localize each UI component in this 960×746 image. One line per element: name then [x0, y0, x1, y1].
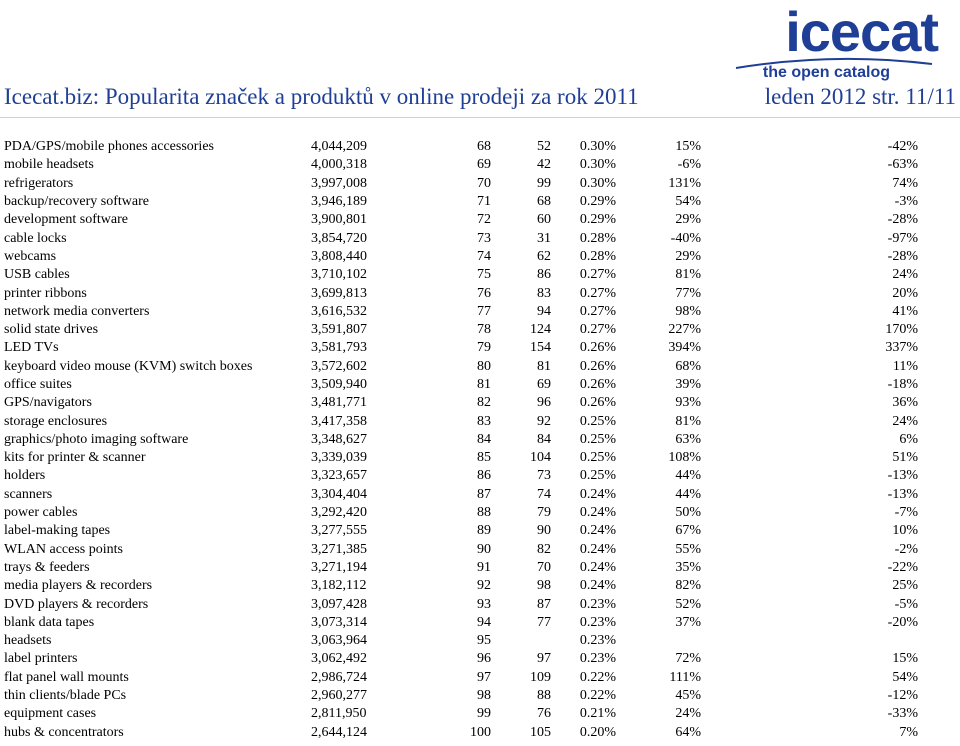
logo-wordmark: icecat — [785, 0, 938, 63]
relative-growth-value: -97% — [887, 230, 918, 246]
rank-value: 84 — [477, 431, 491, 447]
table-row — [4, 394, 918, 412]
table-row — [4, 705, 918, 723]
category-name: LED TVs — [4, 340, 59, 356]
sales-value: 3,509,940 — [311, 377, 367, 392]
growth-value: 67% — [675, 523, 701, 539]
growth-value: 77% — [675, 285, 701, 301]
sales-value: 3,348,627 — [311, 431, 367, 447]
rank-value: 80 — [477, 358, 491, 374]
category-name: cable locks — [4, 230, 67, 246]
category-name: trays & feeders — [4, 559, 90, 575]
relative-growth-value: 20% — [892, 285, 918, 301]
icecat-logo — [738, 0, 938, 84]
previous-rank-value: 124 — [530, 322, 551, 338]
relative-growth-value: -7% — [894, 505, 918, 521]
table-row — [4, 284, 918, 302]
relative-growth-value: -28% — [887, 248, 918, 264]
category-name: thin clients/blade PCs — [4, 688, 127, 704]
sales-value: 3,581,793 — [311, 340, 367, 356]
table-row — [4, 412, 918, 430]
share-value: 0.25% — [579, 450, 616, 466]
relative-growth-value: -22% — [887, 559, 918, 575]
share-value: 0.21% — [579, 706, 616, 722]
rank-value: 92 — [477, 578, 491, 594]
share-value: 0.20% — [579, 724, 616, 740]
category-name: storage enclosures — [4, 413, 108, 429]
table-row — [4, 321, 918, 339]
category-name: headsets — [4, 633, 52, 649]
sales-value: 3,481,771 — [311, 395, 367, 411]
share-value: 0.27% — [579, 303, 616, 319]
category-name: development software — [4, 212, 129, 228]
rank-value: 90 — [477, 541, 491, 557]
rank-value: 75 — [477, 267, 491, 283]
category-name: office suites — [4, 377, 72, 392]
previous-rank-value: 74 — [537, 486, 551, 502]
table-row — [4, 229, 918, 247]
rank-value: 86 — [477, 468, 491, 484]
sales-value: 3,323,657 — [311, 468, 367, 484]
share-value: 0.30% — [579, 175, 616, 191]
category-name: label-making tapes — [4, 523, 111, 539]
category-name: printer ribbons — [4, 285, 87, 301]
share-value: 0.23% — [579, 633, 616, 649]
relative-growth-value: 7% — [899, 724, 918, 740]
table-row — [4, 156, 918, 174]
relative-growth-value: 54% — [892, 669, 918, 685]
table-row — [4, 376, 918, 394]
rank-value: 73 — [477, 230, 491, 246]
sales-value: 3,073,314 — [311, 614, 367, 630]
category-name: refrigerators — [4, 175, 74, 191]
rank-value: 76 — [477, 285, 491, 301]
relative-growth-value: 25% — [892, 578, 918, 594]
growth-value: 98% — [675, 303, 701, 319]
relative-growth-value: -12% — [887, 688, 918, 704]
share-value: 0.25% — [579, 431, 616, 447]
growth-value: -6% — [677, 157, 701, 173]
previous-rank-value: 92 — [537, 413, 551, 429]
previous-rank-value: 87 — [537, 596, 551, 612]
growth-value: 35% — [675, 559, 701, 575]
relative-growth-value: -63% — [887, 157, 918, 173]
growth-value: 394% — [668, 340, 701, 356]
share-value: 0.22% — [579, 669, 616, 685]
sales-value: 3,271,385 — [311, 541, 367, 557]
table-row — [4, 504, 918, 522]
table-row — [4, 577, 918, 595]
growth-value: 81% — [675, 413, 701, 429]
sales-value: 3,808,440 — [311, 248, 367, 264]
previous-rank-value: 81 — [537, 358, 551, 374]
sales-value: 3,271,194 — [311, 559, 367, 575]
previous-rank-value: 96 — [537, 395, 551, 411]
previous-rank-value: 105 — [530, 724, 551, 740]
rank-value: 81 — [477, 377, 491, 392]
relative-growth-value: -2% — [894, 541, 918, 557]
growth-value: 108% — [668, 450, 701, 466]
table-row — [4, 522, 918, 540]
growth-value: 39% — [675, 377, 701, 392]
table-row — [4, 687, 918, 705]
growth-value: 111% — [669, 669, 701, 685]
category-name: solid state drives — [4, 322, 99, 338]
table-row — [4, 632, 918, 650]
category-name: backup/recovery software — [4, 194, 149, 210]
previous-rank-value: 86 — [537, 267, 551, 283]
growth-value: 63% — [675, 431, 701, 447]
previous-rank-value: 73 — [537, 468, 551, 484]
share-value: 0.24% — [579, 523, 616, 539]
previous-rank-value: 84 — [537, 431, 551, 447]
rank-value: 91 — [477, 559, 491, 575]
sales-value: 3,292,420 — [311, 505, 367, 521]
sales-value: 3,699,813 — [311, 285, 367, 301]
category-name: power cables — [4, 505, 78, 521]
category-name: hubs & concentrators — [4, 724, 124, 740]
previous-rank-value: 70 — [537, 559, 551, 575]
relative-growth-value — [701, 632, 918, 650]
previous-rank-value: 97 — [537, 651, 551, 667]
previous-rank-value: 62 — [537, 248, 551, 264]
rank-value: 82 — [477, 395, 491, 411]
sales-value: 4,044,209 — [311, 139, 367, 155]
sales-value: 3,591,807 — [311, 322, 367, 338]
relative-growth-value: 11% — [892, 358, 918, 374]
previous-rank-value: 83 — [537, 285, 551, 301]
share-value: 0.23% — [579, 614, 616, 630]
relative-growth-value: 6% — [899, 431, 918, 447]
previous-rank-value: 69 — [537, 377, 551, 392]
table-row — [4, 650, 918, 668]
share-value: 0.25% — [579, 413, 616, 429]
relative-growth-value: -20% — [887, 614, 918, 630]
relative-growth-value: -13% — [887, 468, 918, 484]
sales-value: 3,997,008 — [311, 175, 367, 191]
rank-value: 69 — [477, 157, 491, 173]
sales-value: 4,000,318 — [311, 157, 367, 173]
growth-value: 81% — [675, 267, 701, 283]
category-name: mobile headsets — [4, 157, 94, 173]
share-value: 0.23% — [579, 596, 616, 612]
sales-value: 2,644,124 — [311, 724, 367, 740]
rank-value: 85 — [477, 450, 491, 466]
growth-value: 64% — [675, 724, 701, 740]
sales-value: 3,097,428 — [311, 596, 367, 612]
sales-value: 3,616,532 — [311, 303, 367, 319]
rank-value: 95 — [477, 633, 491, 649]
previous-rank-value: 60 — [537, 212, 551, 228]
relative-growth-value: -3% — [894, 194, 918, 210]
sales-value: 2,986,724 — [311, 669, 367, 685]
growth-value: 29% — [675, 212, 701, 228]
table-row — [4, 486, 918, 504]
share-value: 0.24% — [579, 486, 616, 502]
category-name: media players & recorders — [4, 578, 153, 594]
table-row — [4, 358, 918, 376]
table-body — [4, 138, 918, 742]
previous-rank-value: 88 — [537, 688, 551, 704]
sales-value: 3,710,102 — [311, 267, 367, 283]
rank-value: 93 — [477, 596, 491, 612]
category-name: kits for printer & scanner — [4, 450, 146, 466]
growth-value — [616, 632, 701, 650]
sales-value: 2,811,950 — [311, 706, 367, 722]
sales-value: 3,062,492 — [311, 651, 367, 667]
category-name: equipment cases — [4, 706, 97, 722]
relative-growth-value: 24% — [892, 267, 918, 283]
growth-value: 72% — [675, 651, 701, 667]
share-value: 0.25% — [579, 468, 616, 484]
table-row — [4, 595, 918, 613]
category-name: blank data tapes — [4, 614, 95, 630]
growth-value: 44% — [675, 468, 701, 484]
previous-rank-value: 98 — [537, 578, 551, 594]
share-value: 0.30% — [579, 139, 616, 155]
table-row — [4, 614, 918, 632]
rank-value: 89 — [477, 523, 491, 539]
rank-value: 98 — [477, 688, 491, 704]
share-value: 0.27% — [579, 285, 616, 301]
previous-rank-value: 76 — [537, 706, 551, 722]
growth-value: 93% — [675, 395, 701, 411]
share-value: 0.27% — [579, 267, 616, 283]
category-name: USB cables — [4, 267, 70, 283]
sales-value: 2,960,277 — [311, 688, 367, 704]
table-row — [4, 248, 918, 266]
relative-growth-value: 51% — [892, 450, 918, 466]
category-name: keyboard video mouse (KVM) switch boxes — [4, 358, 253, 374]
previous-rank-value — [491, 632, 551, 650]
table-row — [4, 138, 918, 156]
table-row — [4, 193, 918, 211]
category-name: graphics/photo imaging software — [4, 431, 189, 447]
relative-growth-value: 36% — [892, 395, 918, 411]
growth-value: 15% — [675, 139, 701, 155]
table-row — [4, 467, 918, 485]
category-name: WLAN access points — [4, 541, 123, 557]
category-table — [4, 138, 918, 742]
table-row — [4, 449, 918, 467]
previous-rank-value: 99 — [537, 175, 551, 191]
relative-growth-value: 41% — [892, 303, 918, 319]
previous-rank-value: 31 — [537, 230, 551, 246]
share-value: 0.28% — [579, 230, 616, 246]
share-value: 0.27% — [579, 322, 616, 338]
rank-value: 99 — [477, 706, 491, 722]
growth-value: 45% — [675, 688, 701, 704]
page-header — [4, 84, 960, 112]
rank-value: 72 — [477, 212, 491, 228]
growth-value: 44% — [675, 486, 701, 502]
category-name: GPS/navigators — [4, 395, 92, 411]
previous-rank-value: 42 — [537, 157, 551, 173]
previous-rank-value: 52 — [537, 139, 551, 155]
previous-rank-value: 104 — [530, 450, 551, 466]
relative-growth-value: 170% — [885, 322, 918, 338]
rank-value: 77 — [477, 303, 491, 319]
previous-rank-value: 90 — [537, 523, 551, 539]
rank-value: 68 — [477, 139, 491, 155]
share-value: 0.24% — [579, 505, 616, 521]
category-name: webcams — [4, 248, 57, 264]
table-row — [4, 211, 918, 229]
rank-value: 74 — [477, 248, 491, 264]
table-row — [4, 669, 918, 687]
sales-value: 3,304,404 — [311, 486, 367, 502]
sales-value: 3,946,189 — [311, 194, 367, 210]
table-row — [4, 303, 918, 321]
relative-growth-value: -42% — [887, 139, 918, 155]
table-row — [4, 541, 918, 559]
previous-rank-value: 82 — [537, 541, 551, 557]
table-row — [4, 266, 918, 284]
share-value: 0.26% — [579, 395, 616, 411]
previous-rank-value: 109 — [530, 669, 551, 685]
rank-value: 83 — [477, 413, 491, 429]
growth-value: 37% — [675, 614, 701, 630]
share-value: 0.26% — [579, 358, 616, 374]
relative-growth-value: -18% — [887, 377, 918, 392]
relative-growth-value: -28% — [887, 212, 918, 228]
table-row — [4, 339, 918, 357]
category-name: network media converters — [4, 303, 150, 319]
page-title: Icecat.biz: Popularita značek a produktů v online prodeji za rok 2011 — [4, 84, 639, 109]
relative-growth-value: 337% — [885, 340, 918, 356]
sales-value: 3,417,358 — [311, 413, 367, 429]
table-row — [4, 559, 918, 577]
relative-growth-value: 10% — [892, 523, 918, 539]
rank-value: 87 — [477, 486, 491, 502]
rank-value: 78 — [477, 322, 491, 338]
relative-growth-value: 24% — [892, 413, 918, 429]
table-row — [4, 175, 918, 193]
rank-value: 97 — [477, 669, 491, 685]
growth-value: 52% — [675, 596, 701, 612]
sales-value: 3,339,039 — [311, 450, 367, 466]
sales-value: 3,277,555 — [311, 523, 367, 539]
growth-value: 227% — [668, 322, 701, 338]
sales-value: 3,182,112 — [311, 578, 367, 594]
relative-growth-value: -5% — [894, 596, 918, 612]
relative-growth-value: 15% — [892, 651, 918, 667]
logo-tagline: the open catalog — [762, 64, 890, 81]
growth-value: 68% — [675, 358, 701, 374]
sales-value: 3,572,602 — [311, 358, 367, 374]
share-value: 0.24% — [579, 559, 616, 575]
share-value: 0.24% — [579, 578, 616, 594]
previous-rank-value: 77 — [537, 614, 551, 630]
relative-growth-value: 74% — [892, 175, 918, 191]
page-date-number: leden 2012 str. 11/11 — [764, 84, 956, 109]
growth-value: 54% — [675, 194, 701, 210]
previous-rank-value: 94 — [537, 303, 551, 319]
sales-value: 3,063,964 — [311, 633, 367, 649]
share-value: 0.28% — [579, 248, 616, 264]
rank-value: 94 — [477, 614, 491, 630]
rank-value: 96 — [477, 651, 491, 667]
rank-value: 88 — [477, 505, 491, 521]
previous-rank-value: 68 — [537, 194, 551, 210]
category-name: label printers — [4, 651, 78, 667]
relative-growth-value: -33% — [887, 706, 918, 722]
share-value: 0.26% — [579, 377, 616, 392]
category-name: flat panel wall mounts — [4, 669, 129, 685]
share-value: 0.29% — [579, 194, 616, 210]
share-value: 0.30% — [579, 157, 616, 173]
category-name: holders — [4, 468, 46, 484]
header-divider — [0, 117, 960, 118]
rank-value: 79 — [477, 340, 491, 356]
relative-growth-value: -13% — [887, 486, 918, 502]
growth-value: 55% — [675, 541, 701, 557]
growth-value: -40% — [670, 230, 701, 246]
growth-value: 50% — [675, 505, 701, 521]
share-value: 0.26% — [579, 340, 616, 356]
table-row — [4, 724, 918, 742]
category-name: PDA/GPS/mobile phones accessories — [4, 139, 214, 155]
table-row — [4, 431, 918, 449]
growth-value: 82% — [675, 578, 701, 594]
growth-value: 24% — [675, 706, 701, 722]
category-name: scanners — [4, 486, 53, 502]
rank-value: 70 — [477, 175, 491, 191]
sales-value: 3,854,720 — [311, 230, 367, 246]
rank-value: 71 — [477, 194, 491, 210]
category-name: DVD players & recorders — [4, 596, 149, 612]
growth-value: 131% — [668, 175, 701, 191]
growth-value: 29% — [675, 248, 701, 264]
share-value: 0.22% — [579, 688, 616, 704]
sales-value: 3,900,801 — [311, 212, 367, 228]
share-value: 0.29% — [579, 212, 616, 228]
rank-value: 100 — [470, 724, 491, 740]
share-value: 0.24% — [579, 541, 616, 557]
previous-rank-value: 154 — [530, 340, 551, 356]
previous-rank-value: 79 — [537, 505, 551, 521]
share-value: 0.23% — [579, 651, 616, 667]
